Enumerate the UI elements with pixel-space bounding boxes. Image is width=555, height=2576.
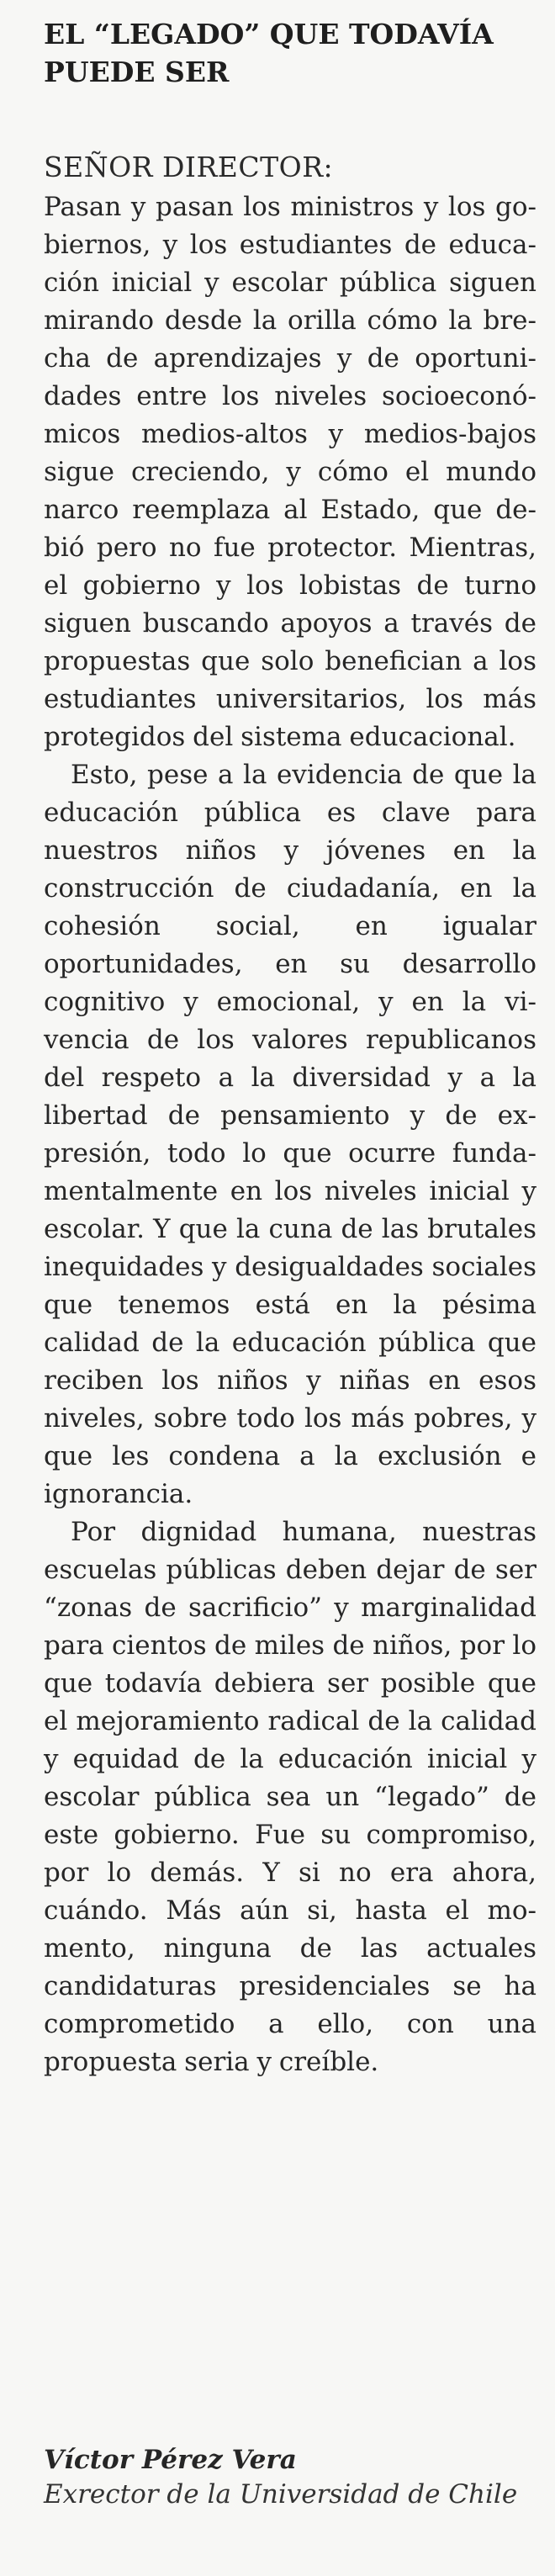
headline: EL “LEGADO” QUE TODAVÍA PUEDE SER [44,18,494,88]
salutation: SEÑOR DIRECTOR: [44,151,334,183]
paragraph-2: Esto, pese a la evidencia de que la educación pública es clave para nuestros niños y jóvenes en la construcción de ciudadanía, en la cohesión social, en igualar oportunidades, en su desarrollo cognitivo y emocional, y en la vivencia de los valores republicanos del respeto a la diversidad y a la libertad de pensamiento y de expresión, todo lo que ocurre fundamentalmente en los niveles inicial y escolar. Y que la cuna de las brutales inequidades y desigualdades sociales que tenemos está en la pésima calidad de la educación pública que reciben los niños y niñas en esos niveles, sobre todo los más pobres, y que les condena a la exclusión e ignorancia. [44,760,536,1509]
signature-block [44,2441,540,2510]
paragraph-1: Pasan y pasan los ministros y los gobiernos, y los estudiantes de educación inicial y escolar pública siguen mirando desde la orilla cómo la brecha de aprendizajes y de oportunidades entre los niveles socioeconómicos medios-altos y medios-bajos sigue creciendo, y cómo el mundo narco reemplaza al Estado, que debió pero no fue protector. Mientras, el gobierno y los lobistas de turno siguen buscando apoyos a través de propuestas que solo benefician a los estudiantes universitarios, los más protegidos del sistema educacional. [44,192,536,752]
author-name: Víctor Pérez Vera [44,2445,297,2475]
author-title: Exrector de la Universidad de Chile [44,2479,518,2510]
paragraph-3: Por dignidad humana, nuestras escuelas públicas deben dejar de ser “zonas de sacrificio” y marginalidad para cientos de miles de niños, por lo que todavía debiera ser posible que el mejoramiento radical de la calidad y equidad de la educación inicial y escolar pública sea un “legado” de este gobierno. Fue su compromiso, por lo demás. Y si no era ahora, cuándo. Más aún si, hasta el momento, ninguna de las actuales candidaturas presidenciales se ha comprometido a ello, con una propuesta seria y creíble. [44,1517,536,2077]
letter-body [44,188,536,2081]
